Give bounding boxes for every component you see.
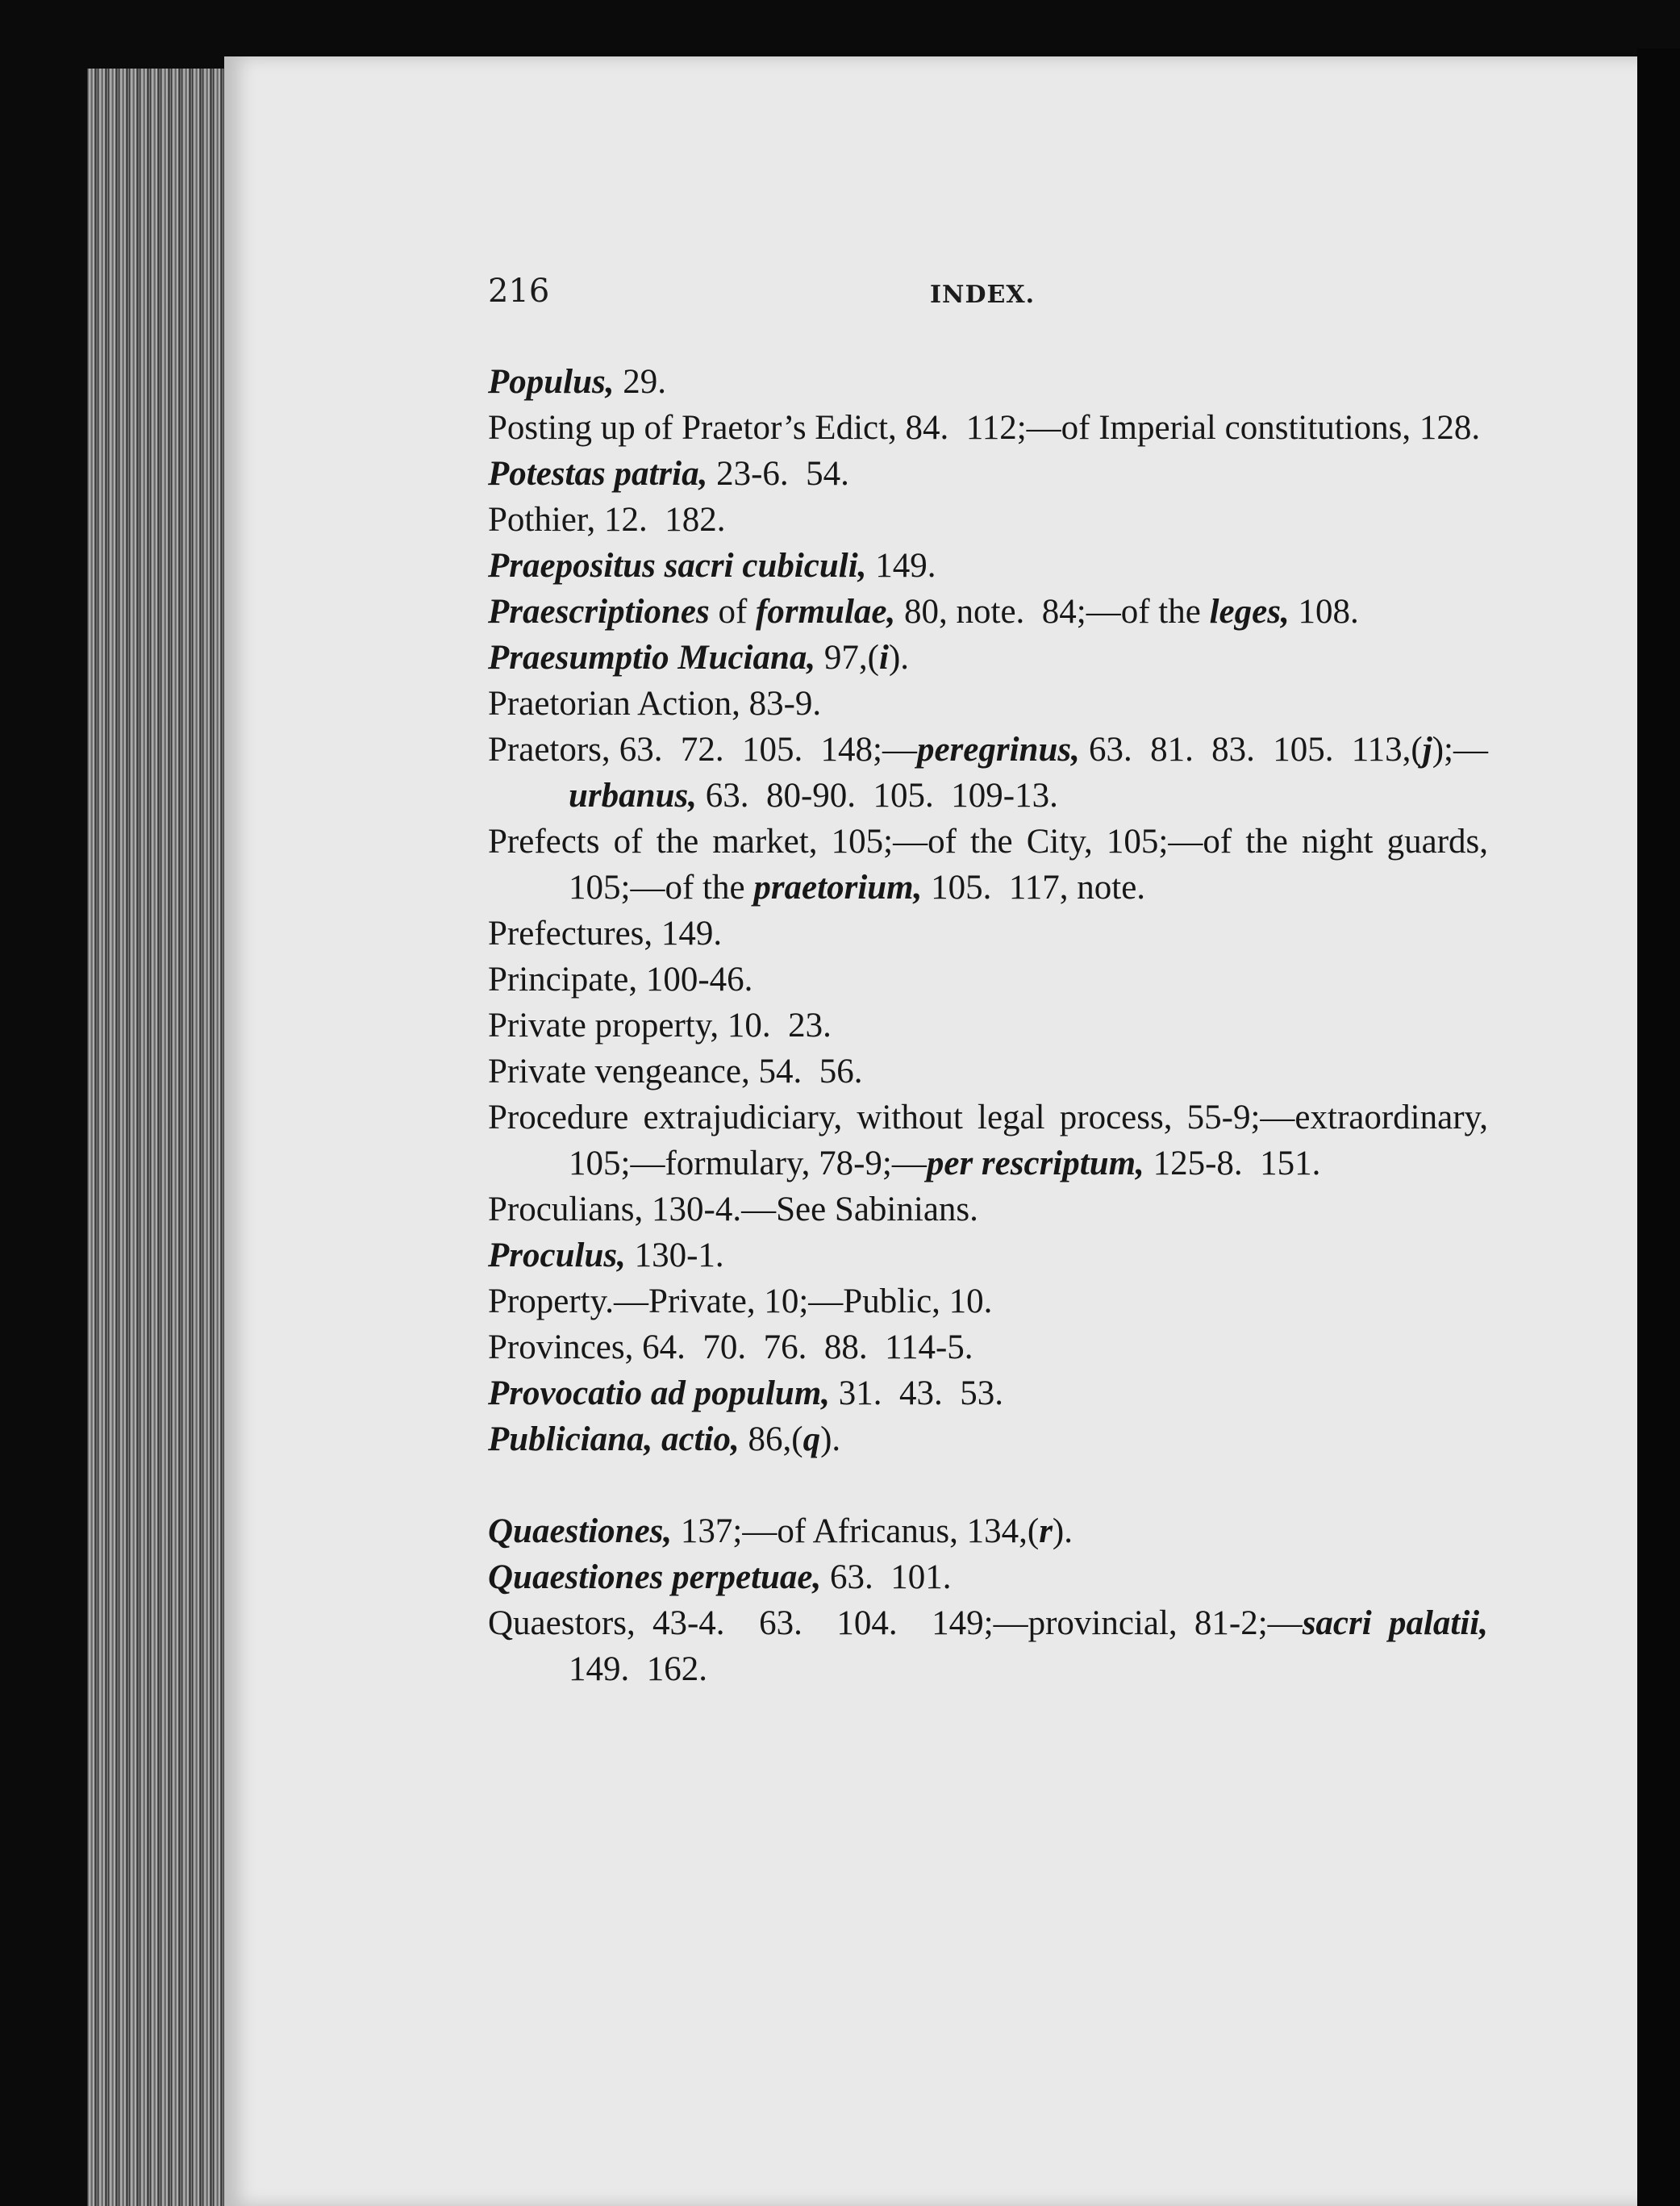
index-entry: Potestas patria, 23-6. 54.	[488, 455, 849, 493]
index-entry: Pothier, 12. 182.	[488, 501, 726, 539]
index-entry: Praepositus sacri cubiculi, 149.	[488, 547, 936, 585]
index-entry: Private property, 10. 23.	[488, 1007, 832, 1045]
index-entry: Prefects of the market, 105;—of the City, 105;—of the night guards, 105;—of the praetorium, 105. 117, note.	[488, 823, 1488, 907]
page-number: 216	[488, 273, 550, 310]
index-entry: Property.—Private, 10;—Public, 10.	[488, 1282, 993, 1320]
index-entry: Praetors, 63. 72. 105. 148;—peregrinus, 63. 81. 83. 105. 113,(j);—urbanus, 63. 80-90. 105. 109-13.	[488, 731, 1488, 815]
index-entry: Posting up of Praetor’s Edict, 84. 112;—of Imperial constitutions, 128.	[488, 409, 1481, 447]
index-entry: Praetorian Action, 83-9.	[488, 685, 822, 723]
index-entry: Proculians, 130-4.—See Sabinians.	[488, 1191, 978, 1228]
scan-border	[1637, 48, 1680, 2206]
index-entry: Populus, 29.	[488, 363, 667, 401]
index-entry: Proculus, 130-1.	[488, 1236, 724, 1274]
page-edge-stack	[87, 69, 236, 2206]
running-head: INDEX.	[930, 281, 1036, 309]
index-entry: Provinces, 64. 70. 76. 88. 114-5.	[488, 1328, 973, 1366]
index-entry: Procedure extrajudiciary, without legal process, 55-9;—extraordinary, 105;—formulary, 78-9;—per rescriptum, 125-8. 151.	[488, 1099, 1488, 1182]
index-entry: Principate, 100-46.	[488, 961, 753, 999]
index-entry: Quaestors, 43-4. 63. 104. 149;—provincial, 81-2;—sacri palatii, 149. 162.	[488, 1604, 1488, 1688]
index-entry: Provocatio ad populum, 31. 43. 53.	[488, 1374, 1004, 1412]
index-entry: Quaestiones perpetuae, 63. 101.	[488, 1558, 952, 1596]
index-entry: Praesumptio Muciana, 97,(i).	[488, 639, 910, 677]
index-entry: Praescriptiones of formulae, 80, note. 84;—of the leges, 108.	[488, 593, 1359, 631]
index-entries	[488, 359, 1488, 1692]
page-header	[488, 273, 1488, 321]
index-entry: Private vengeance, 54. 56.	[488, 1053, 863, 1090]
index-entry: Publiciana, actio, 86,(q).	[488, 1420, 841, 1458]
index-entry: Quaestiones, 137;—of Africanus, 134,(r).	[488, 1512, 1073, 1550]
index-entry: Prefectures, 149.	[488, 915, 723, 953]
